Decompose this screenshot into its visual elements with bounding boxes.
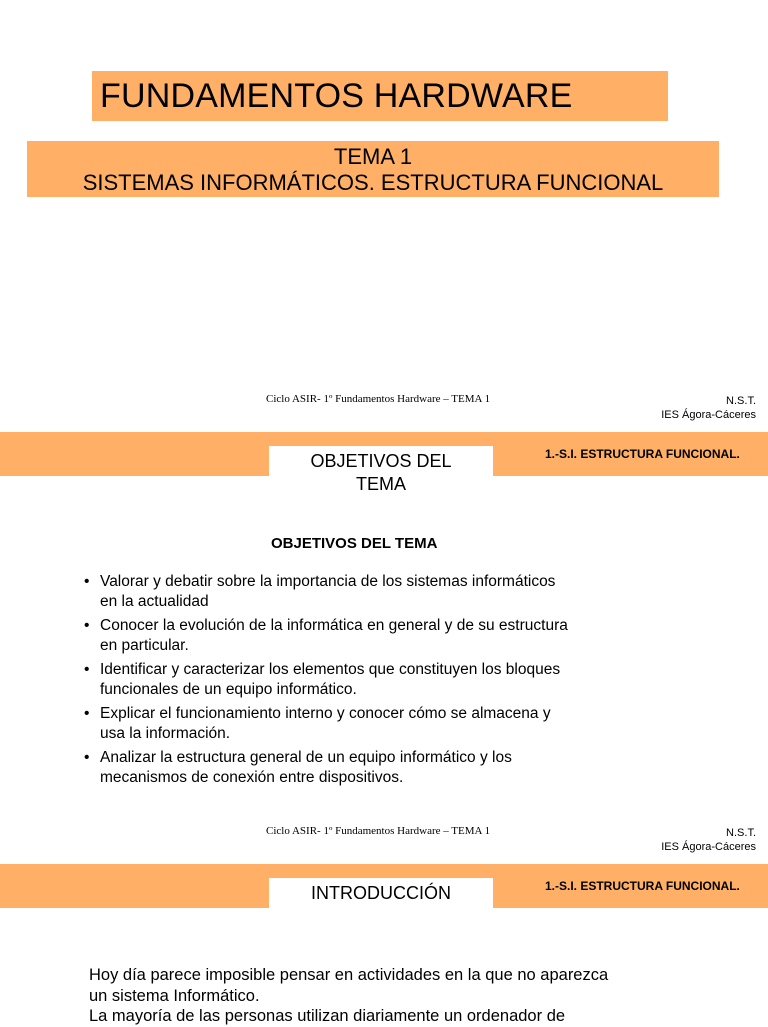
section-title-box — [269, 446, 493, 498]
bullet-icon: • — [84, 705, 90, 722]
objective-text: Identificar y caracterizar los elementos que constituyen los bloques — [100, 661, 561, 678]
footer-course: Ciclo ASIR- 1º Fundamentos Hardware – TEMA 1 — [266, 393, 491, 405]
bullet-icon: • — [84, 661, 90, 678]
section-title-line2: TEMA — [355, 474, 406, 494]
bullet-icon: • — [84, 749, 90, 766]
footer-course: Ciclo ASIR- 1º Fundamentos Hardware – TEMA 1 — [266, 825, 491, 837]
intro-line: Hoy día parece imposible pensar en actividades en la que no aparezca — [89, 966, 609, 984]
footer-author — [661, 826, 756, 854]
section-title: INTRODUCCIÓN — [311, 883, 451, 903]
intro-line: La mayoría de las personas utilizan diariamente un ordenador de — [89, 1007, 566, 1025]
objective-text: Analizar la estructura general de un equipo informático y los — [100, 749, 512, 766]
intro-paragraph — [89, 965, 689, 1027]
objectives-heading: OBJETIVOS DEL TEMA — [271, 535, 438, 552]
objective-text: funcionales de un equipo informático. — [100, 680, 357, 698]
objective-text: Valorar y debatir sobre la importancia de los sistemas informáticos — [100, 573, 556, 590]
objective-text: mecanismos de conexión entre dispositivos. — [100, 768, 404, 786]
section-title-line1: OBJETIVOS DEL — [310, 451, 452, 471]
subtitle-tema: TEMA 1 — [333, 144, 413, 169]
footer-initials: N.S.T. — [726, 395, 756, 407]
footer-initials: N.S.T. — [726, 827, 756, 839]
objective-text: en la actualidad — [100, 592, 209, 610]
objective-item — [84, 616, 644, 655]
subtitle-topic: SISTEMAS INFORMÁTICOS. ESTRUCTURA FUNCIONAL — [82, 170, 664, 195]
objective-item — [84, 660, 644, 699]
subtitle-banner — [27, 141, 719, 197]
objective-text: en particular. — [100, 636, 189, 654]
objective-item — [84, 572, 644, 611]
bullet-icon: • — [84, 573, 90, 590]
objective-item — [84, 748, 644, 787]
section-title-box — [269, 878, 493, 908]
document-title: FUNDAMENTOS HARDWARE — [100, 77, 573, 115]
footer-school: IES Ágora-Cáceres — [661, 409, 756, 421]
objectives-list — [84, 572, 644, 792]
bullet-icon: • — [84, 617, 90, 634]
objective-text: Conocer la evolución de la informática en general y de su estructura — [100, 617, 568, 634]
band-label: 1.-S.I. ESTRUCTURA FUNCIONAL. — [545, 447, 740, 461]
objective-text: Explicar el funcionamiento interno y conocer cómo se almacena y — [100, 705, 551, 722]
objective-text: usa la información. — [100, 724, 231, 742]
band-label: 1.-S.I. ESTRUCTURA FUNCIONAL. — [545, 879, 740, 893]
intro-line: un sistema Informático. — [89, 986, 260, 1005]
footer-author — [661, 394, 756, 422]
objective-item — [84, 704, 644, 743]
footer-school: IES Ágora-Cáceres — [661, 841, 756, 853]
